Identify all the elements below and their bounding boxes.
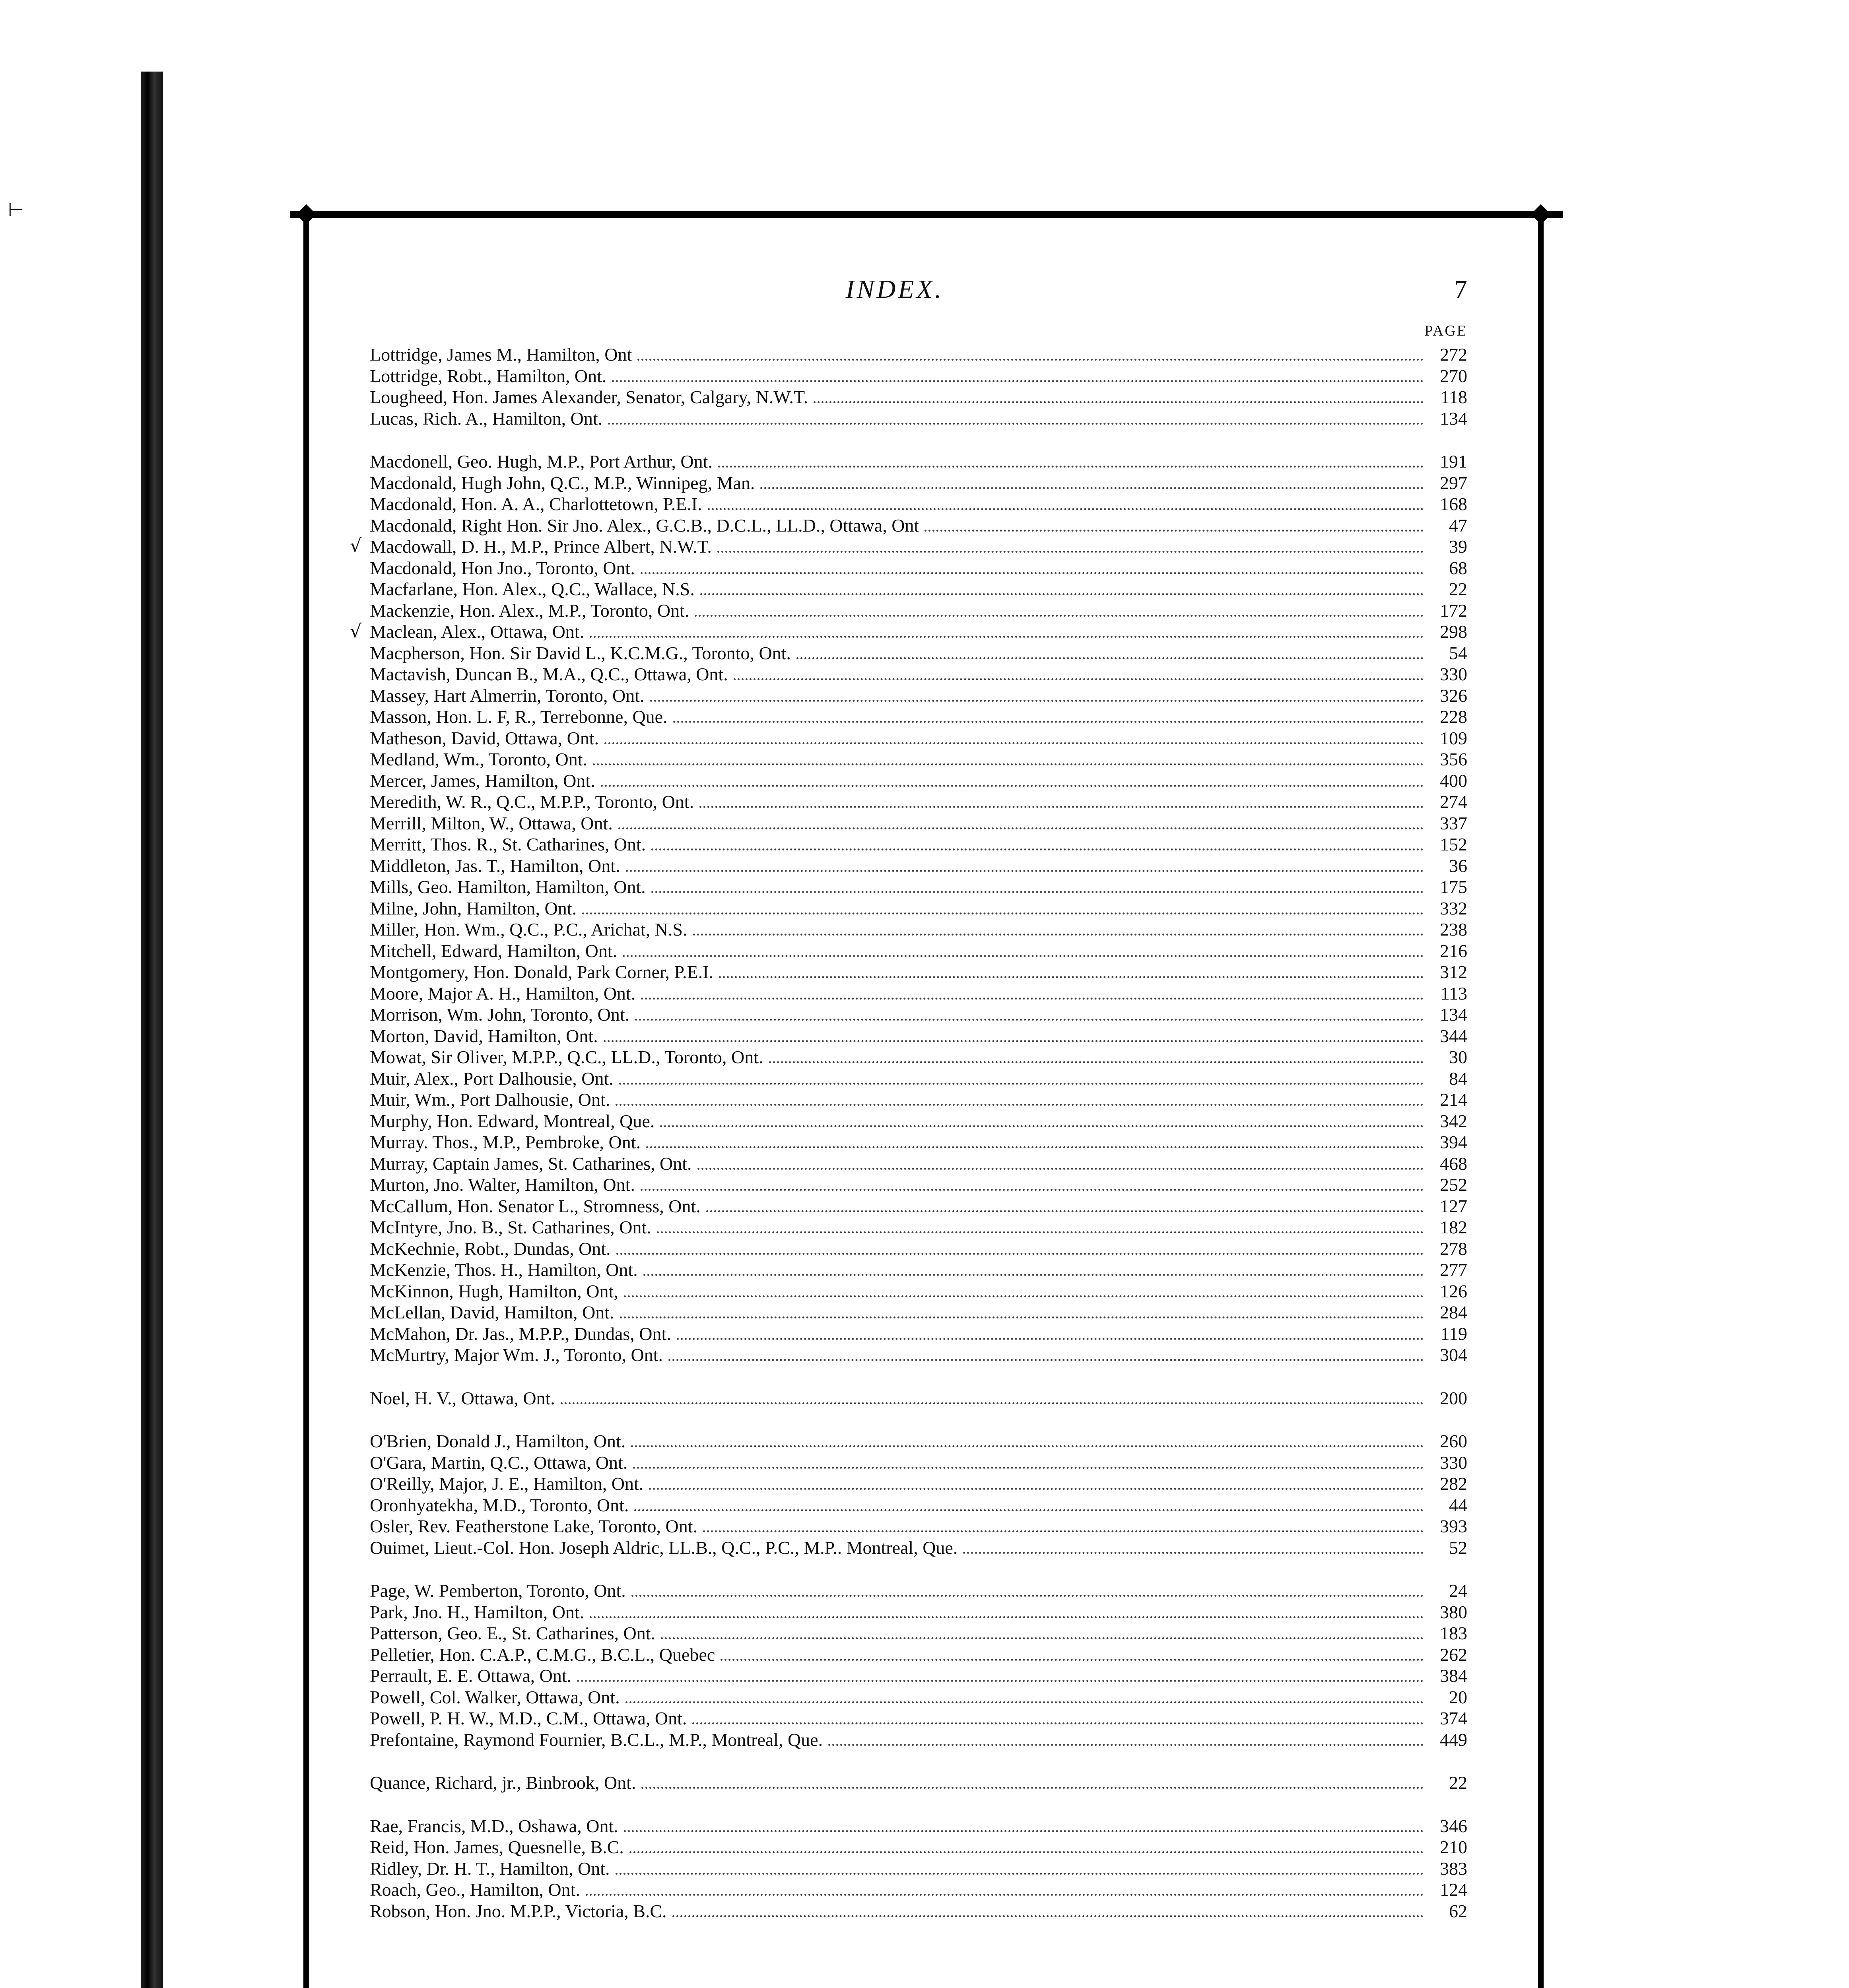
dot-leader <box>814 401 1424 403</box>
entry-page-number: 337 <box>1440 813 1467 833</box>
entry-name: Muir, Wm., Port Dalhousie, Ont. <box>370 1089 610 1110</box>
dot-leader <box>700 593 1424 595</box>
index-entry <box>370 1344 1467 1366</box>
entry-name: O'Reilly, Major, J. E., Hamilton, Ont. <box>370 1474 644 1494</box>
entry-name: Quance, Richard, jr., Binbrook, Ont. <box>370 1773 636 1793</box>
entry-page-number: 191 <box>1440 451 1467 472</box>
index-entry <box>370 940 1467 962</box>
dot-leader <box>641 1189 1424 1191</box>
dot-leader <box>699 806 1424 808</box>
entry-page-number: 298 <box>1440 621 1467 642</box>
entry-name: Powell, Col. Walker, Ottawa, Ont. <box>370 1687 620 1707</box>
index-entry <box>370 386 1467 408</box>
dot-leader <box>721 1659 1424 1661</box>
entry-name: O'Gara, Martin, Q.C., Ottawa, Ont. <box>370 1452 628 1473</box>
index-entry <box>370 1302 1467 1323</box>
entry-name: Milne, John, Hamilton, Ont. <box>370 898 577 918</box>
entry-page-number: 394 <box>1440 1132 1467 1152</box>
entry-page-number: 384 <box>1440 1666 1467 1686</box>
index-entry <box>370 536 1467 557</box>
margin-check-mark: √ <box>350 620 362 642</box>
dot-leader <box>620 1316 1424 1318</box>
dot-leader <box>760 487 1424 489</box>
entry-name: Medland, Wm., Toronto, Ont. <box>370 749 588 769</box>
entry-name: Lottridge, Robt., Hamilton, Ont. <box>370 365 607 386</box>
entry-page-number: 330 <box>1440 1452 1467 1473</box>
index-entry <box>370 685 1467 707</box>
dot-leader <box>629 1851 1424 1853</box>
index-letter-group <box>370 1388 1467 1409</box>
entry-page-number: 284 <box>1440 1302 1467 1322</box>
entry-page-number: 393 <box>1440 1516 1467 1536</box>
entry-name: Macdonell, Geo. Hugh, M.P., Port Arthur, Ont. <box>370 451 713 472</box>
entry-name: Page, W. Pemberton, Toronto, Ont. <box>370 1580 626 1601</box>
entry-name: Masson, Hon. L. F, R., Terrebonne, Que. <box>370 707 668 727</box>
index-entry <box>370 1388 1467 1409</box>
entry-page-number: 312 <box>1440 962 1467 982</box>
index-entry <box>370 1259 1467 1281</box>
entry-page-number: 374 <box>1440 1708 1467 1728</box>
dot-leader <box>673 721 1424 723</box>
dot-leader <box>634 1509 1424 1511</box>
entry-page-number: 238 <box>1440 919 1467 940</box>
entry-name: Prefontaine, Raymond Fournier, B.C.L., M.P., Montreal, Que. <box>370 1729 823 1750</box>
entry-name: Macfarlane, Hon. Alex., Q.C., Wallace, N.S. <box>370 579 695 599</box>
entry-page-number: 326 <box>1440 685 1467 706</box>
index-entry <box>370 1858 1467 1879</box>
margin-check-mark: √ <box>350 535 362 556</box>
entry-page-number: 278 <box>1440 1238 1467 1259</box>
margin-arrow-mark: ⊢ <box>8 199 24 220</box>
entry-page-number: 346 <box>1440 1815 1467 1836</box>
index-entry <box>370 365 1467 387</box>
entry-page-number: 210 <box>1440 1837 1467 1857</box>
entry-name: Murphy, Hon. Edward, Montreal, Que. <box>370 1110 655 1131</box>
right-border-rule <box>1538 211 1544 1988</box>
dot-leader <box>677 1338 1424 1340</box>
entry-page-number: 304 <box>1440 1345 1467 1365</box>
dot-leader <box>924 530 1424 532</box>
entry-name: Mackenzie, Hon. Alex., M.P., Toronto, Ont. <box>370 600 689 621</box>
dot-leader <box>601 785 1424 787</box>
index-entry <box>370 643 1467 664</box>
entry-page-number: 274 <box>1440 792 1467 812</box>
dot-leader <box>618 827 1424 829</box>
entry-page-number: 127 <box>1440 1196 1467 1216</box>
entry-name: Reid, Hon. James, Quesnelle, B.C. <box>370 1837 624 1857</box>
entry-page-number: 172 <box>1440 600 1467 621</box>
dot-leader <box>828 1744 1424 1746</box>
index-letter-group <box>370 1815 1467 1922</box>
entry-page-number: 272 <box>1440 344 1467 365</box>
dot-leader <box>706 1210 1424 1212</box>
index-entry <box>370 1323 1467 1345</box>
dot-leader <box>718 466 1424 468</box>
index-entry <box>370 1132 1467 1153</box>
index-entry <box>370 855 1467 877</box>
dot-leader <box>631 1595 1424 1597</box>
entry-page-number: 30 <box>1449 1047 1467 1067</box>
dot-leader <box>703 1530 1424 1532</box>
entry-name: Mercer, James, Hamilton, Ont. <box>370 770 595 791</box>
index-entry <box>370 1644 1467 1666</box>
dot-leader <box>616 1253 1424 1255</box>
index-entry <box>370 770 1467 792</box>
page-number: 7 <box>1454 275 1467 304</box>
index-entry <box>370 493 1467 515</box>
dot-leader <box>649 1488 1424 1490</box>
entry-name: Robson, Hon. Jno. M.P.P., Victoria, B.C. <box>370 1901 667 1921</box>
entry-page-number: 119 <box>1440 1323 1467 1344</box>
entry-page-number: 134 <box>1440 408 1467 429</box>
index-entry <box>370 1452 1467 1474</box>
entry-page-number: 22 <box>1449 1773 1467 1793</box>
dot-leader <box>695 615 1424 617</box>
entry-page-number: 252 <box>1440 1175 1467 1195</box>
entry-name: Morton, David, Hamilton, Ont. <box>370 1025 598 1046</box>
entry-page-number: 468 <box>1440 1153 1467 1174</box>
entry-name: Massey, Hart Almerrin, Toronto, Ont. <box>370 685 645 706</box>
entry-page-number: 175 <box>1440 877 1467 897</box>
entry-name: Perrault, E. E. Ottawa, Ont. <box>370 1666 572 1686</box>
index-page <box>370 274 1467 1943</box>
entry-page-number: 68 <box>1449 557 1467 578</box>
entry-page-number: 126 <box>1440 1281 1467 1301</box>
entry-page-number: 216 <box>1440 940 1467 961</box>
index-entry <box>370 1687 1467 1708</box>
entry-name: Lottridge, James M., Hamilton, Ont <box>370 344 632 365</box>
index-entry <box>370 1025 1467 1047</box>
entry-page-number: 282 <box>1440 1474 1467 1494</box>
entry-name: Pelletier, Hon. C.A.P., C.M.G., B.C.L., Quebec <box>370 1644 715 1665</box>
index-entry <box>370 1068 1467 1089</box>
dot-leader <box>660 1125 1424 1127</box>
index-letter-group <box>370 344 1467 429</box>
dot-leader <box>604 1040 1424 1042</box>
entry-name: Lougheed, Hon. James Alexander, Senator, Calgary, N.W.T. <box>370 387 808 407</box>
dot-leader <box>719 976 1424 978</box>
dot-leader <box>641 572 1424 574</box>
index-entry <box>370 1281 1467 1302</box>
top-border-rule <box>290 211 1563 218</box>
entry-name: Miller, Hon. Wm., Q.C., P.C., Arichat, N.S. <box>370 919 688 940</box>
entry-page-number: 54 <box>1449 643 1467 663</box>
index-entry <box>370 728 1467 749</box>
entry-name: Murton, Jno. Walter, Hamilton, Ont. <box>370 1175 635 1195</box>
index-entry <box>370 1217 1467 1238</box>
entry-page-number: 214 <box>1440 1089 1467 1110</box>
index-entry <box>370 472 1467 494</box>
entry-page-number: 262 <box>1440 1644 1467 1665</box>
entry-name: McIntyre, Jno. B., St. Catharines, Ont. <box>370 1217 651 1237</box>
entry-name: McCallum, Hon. Senator L., Stromness, Ont. <box>370 1196 701 1216</box>
dot-leader <box>650 700 1424 702</box>
entry-name: Oronhyatekha, M.D., Toronto, Ont. <box>370 1495 629 1515</box>
entry-name: Muir, Alex., Port Dalhousie, Ont. <box>370 1068 614 1089</box>
index-entry <box>370 1879 1467 1901</box>
index-entry <box>370 557 1467 579</box>
entry-name: Maclean, Alex., Ottawa, Ont. <box>370 621 585 642</box>
index-entry <box>370 813 1467 834</box>
index-entry <box>370 1623 1467 1644</box>
dot-leader <box>697 1168 1424 1170</box>
index-entry <box>370 1046 1467 1068</box>
entry-name: Park, Jno. H., Hamilton, Ont. <box>370 1602 585 1622</box>
index-entry <box>370 1580 1467 1602</box>
index-entry <box>370 515 1467 536</box>
index-entry <box>370 1473 1467 1495</box>
index-list <box>370 344 1467 1922</box>
entry-name: Mactavish, Duncan B., M.A., Q.C., Ottawa, Ont. <box>370 664 728 684</box>
entry-name: Macdowall, D. H., M.P., Prince Albert, N.W.T. <box>370 536 712 557</box>
dot-leader <box>651 848 1424 850</box>
dot-leader <box>672 1915 1424 1917</box>
entry-page-number: 109 <box>1440 728 1467 748</box>
entry-page-number: 344 <box>1440 1025 1467 1046</box>
entry-name: Rae, Francis, M.D., Oshawa, Ont. <box>370 1815 618 1836</box>
index-entry <box>370 1238 1467 1260</box>
index-entry <box>370 1089 1467 1110</box>
dot-leader <box>646 1146 1424 1148</box>
entry-name: Merrill, Milton, W., Ottawa, Ont. <box>370 813 613 833</box>
left-border-rule <box>303 211 309 1988</box>
entry-page-number: 62 <box>1449 1901 1467 1921</box>
dot-leader <box>631 1445 1424 1447</box>
index-entry <box>370 1837 1467 1858</box>
entry-page-number: 47 <box>1449 515 1467 536</box>
entry-name: McKechnie, Robt., Dundas, Ont. <box>370 1238 611 1259</box>
entry-page-number: 124 <box>1440 1879 1467 1900</box>
dot-leader <box>604 742 1424 744</box>
entry-name: Macdonald, Right Hon. Sir Jno. Alex., G.C.B., D.C.L., LL.D., Ottawa, Ont <box>370 515 919 536</box>
index-entry <box>370 408 1467 429</box>
dot-leader <box>693 934 1424 936</box>
index-entry <box>370 621 1467 643</box>
entry-page-number: 168 <box>1440 494 1467 514</box>
entry-name: McKenzie, Thos. H., Hamilton, Ont. <box>370 1260 638 1280</box>
entry-name: McMurtry, Major Wm. J., Toronto, Ont. <box>370 1345 663 1365</box>
entry-name: Ridley, Dr. H. T., Hamilton, Ont. <box>370 1858 610 1879</box>
dot-leader <box>643 1274 1424 1276</box>
index-entry <box>370 1602 1467 1623</box>
entry-page-number: 182 <box>1440 1217 1467 1237</box>
entry-name: Matheson, David, Ottawa, Ont. <box>370 728 599 748</box>
dot-leader <box>590 636 1424 638</box>
entry-page-number: 24 <box>1449 1580 1467 1601</box>
dot-leader <box>626 870 1424 872</box>
column-header: PAGE <box>1424 322 1467 339</box>
index-entry <box>370 791 1467 813</box>
index-entry <box>370 1901 1467 1922</box>
index-letter-group <box>370 1772 1467 1794</box>
entry-page-number: 22 <box>1449 579 1467 599</box>
index-letter-group <box>370 1431 1467 1558</box>
index-entry <box>370 919 1467 940</box>
dot-leader <box>619 1083 1424 1085</box>
dot-leader <box>769 1061 1424 1063</box>
dot-leader <box>668 1359 1424 1361</box>
index-entry <box>370 898 1467 919</box>
entry-page-number: 152 <box>1440 834 1467 854</box>
entry-name: Merritt, Thos. R., St. Catharines, Ont. <box>370 834 646 854</box>
dot-leader <box>625 1701 1424 1703</box>
dot-leader <box>593 763 1424 765</box>
entry-page-number: 113 <box>1440 983 1467 1004</box>
entry-name: Noel, H. V., Ottawa, Ont. <box>370 1388 555 1408</box>
entry-name: McMahon, Dr. Jas., M.P.P., Dundas, Ont. <box>370 1323 671 1344</box>
index-letter-group <box>370 1580 1467 1750</box>
entry-page-number: 342 <box>1440 1110 1467 1131</box>
dot-leader <box>633 1467 1424 1469</box>
index-entry <box>370 1495 1467 1516</box>
dot-leader <box>590 1616 1424 1618</box>
entry-page-number: 270 <box>1440 365 1467 386</box>
index-entry <box>370 1537 1467 1559</box>
index-entry <box>370 451 1467 472</box>
dot-leader <box>641 998 1424 1000</box>
entry-page-number: 380 <box>1440 1602 1467 1622</box>
entry-name: O'Brien, Donald J., Hamilton, Ont. <box>370 1431 626 1451</box>
dot-leader <box>586 1894 1424 1896</box>
dot-leader <box>561 1402 1424 1404</box>
entry-page-number: 200 <box>1440 1388 1467 1408</box>
entry-name: Moore, Major A. H., Hamilton, Ont. <box>370 983 636 1004</box>
dot-leader <box>661 1637 1424 1639</box>
index-entry <box>370 1815 1467 1837</box>
entry-name: Powell, P. H. W., M.D., C.M., Ottawa, Ont. <box>370 1708 687 1728</box>
dot-leader <box>641 1787 1424 1789</box>
entry-name: Roach, Geo., Hamilton, Ont. <box>370 1879 580 1900</box>
entry-name: Mitchell, Edward, Hamilton, Ont. <box>370 940 618 961</box>
index-entry <box>370 876 1467 898</box>
dot-leader <box>608 423 1424 425</box>
entry-page-number: 36 <box>1449 855 1467 876</box>
index-entry <box>370 344 1467 365</box>
entry-page-number: 84 <box>1449 1068 1467 1089</box>
entry-name: Mills, Geo. Hamilton, Hamilton, Ont. <box>370 877 646 897</box>
entry-name: Macdonald, Hon Jno., Toronto, Ont. <box>370 557 635 578</box>
index-entry <box>370 961 1467 983</box>
index-entry <box>370 834 1467 855</box>
entry-name: McLellan, David, Hamilton, Ont. <box>370 1302 614 1322</box>
entry-page-number: 330 <box>1440 664 1467 684</box>
entry-page-number: 39 <box>1449 536 1467 557</box>
entry-page-number: 383 <box>1440 1858 1467 1879</box>
entry-name: Meredith, W. R., Q.C., M.P.P., Toronto, Ont. <box>370 792 694 812</box>
entry-name: Murray. Thos., M.P., Pembroke, Ont. <box>370 1132 641 1152</box>
dot-leader <box>692 1722 1424 1724</box>
entry-page-number: 134 <box>1440 1004 1467 1025</box>
page-header <box>370 274 1467 322</box>
dot-leader <box>635 1019 1424 1021</box>
entry-page-number: 228 <box>1440 707 1467 727</box>
dot-leader <box>637 359 1424 361</box>
entry-page-number: 297 <box>1440 472 1467 493</box>
entry-page-number: 449 <box>1440 1729 1467 1750</box>
dot-leader <box>623 955 1424 957</box>
index-entry <box>370 1431 1467 1452</box>
entry-name: Macdonald, Hugh John, Q.C., M.P., Winnipeg, Man. <box>370 472 755 493</box>
entry-page-number: 118 <box>1440 387 1467 407</box>
dot-leader <box>616 1104 1424 1106</box>
dot-leader <box>963 1552 1424 1554</box>
corner-ornament-icon <box>1531 204 1551 225</box>
book-binding-edge <box>141 72 163 1988</box>
entry-name: Montgomery, Hon. Donald, Park Corner, P.E.I. <box>370 962 713 982</box>
index-entry <box>370 579 1467 600</box>
entry-name: Mowat, Sir Oliver, M.P.P., Q.C., LL.D., Toronto, Ont. <box>370 1047 763 1067</box>
index-entry <box>370 749 1467 770</box>
entry-page-number: 356 <box>1440 749 1467 769</box>
index-entry <box>370 983 1467 1004</box>
dot-leader <box>708 508 1424 510</box>
index-entry <box>370 1665 1467 1687</box>
index-entry <box>370 706 1467 728</box>
index-entry <box>370 1708 1467 1729</box>
entry-page-number: 52 <box>1449 1537 1467 1558</box>
entry-page-number: 332 <box>1440 898 1467 918</box>
dot-leader <box>624 1830 1424 1832</box>
index-letter-group <box>370 451 1467 1366</box>
entry-name: Morrison, Wm. John, Toronto, Ont. <box>370 1004 630 1025</box>
index-entry <box>370 664 1467 685</box>
page-title: INDEX. <box>845 275 944 304</box>
entry-name: McKinnon, Hugh, Hamilton, Ont, <box>370 1281 618 1301</box>
index-entry <box>370 600 1467 621</box>
index-entry <box>370 1196 1467 1217</box>
dot-leader <box>616 1873 1424 1875</box>
entry-name: Middleton, Jas. T., Hamilton, Ont. <box>370 855 620 876</box>
dot-leader <box>651 891 1424 893</box>
dot-leader <box>734 678 1424 680</box>
entry-name: Lucas, Rich. A., Hamilton, Ont. <box>370 408 603 429</box>
index-entry <box>370 1729 1467 1751</box>
entry-page-number: 183 <box>1440 1623 1467 1643</box>
dot-leader <box>624 1295 1424 1297</box>
entry-page-number: 277 <box>1440 1260 1467 1280</box>
dot-leader <box>577 1680 1424 1682</box>
entry-page-number: 44 <box>1449 1495 1467 1515</box>
index-entry <box>370 1110 1467 1132</box>
entry-page-number: 20 <box>1449 1687 1467 1707</box>
entry-name: Macdonald, Hon. A. A., Charlottetown, P.E.I. <box>370 494 702 514</box>
dot-leader <box>796 657 1424 659</box>
dot-leader <box>582 912 1424 914</box>
entry-name: Murray, Captain James, St. Catharines, Ont. <box>370 1153 692 1174</box>
dot-leader <box>612 380 1424 382</box>
index-entry <box>370 1153 1467 1175</box>
entry-name: Ouimet, Lieut.-Col. Hon. Joseph Aldric, LL.B., Q.C., P.C., M.P.. Montreal, Que. <box>370 1537 958 1558</box>
entry-name: Osler, Rev. Featherstone Lake, Toronto, Ont. <box>370 1516 698 1536</box>
index-entry <box>370 1772 1467 1794</box>
corner-ornament-icon <box>296 204 317 225</box>
entry-name: Macpherson, Hon. Sir David L., K.C.M.G., Toronto, Ont. <box>370 643 791 663</box>
dot-leader <box>717 551 1424 553</box>
entry-page-number: 260 <box>1440 1431 1467 1451</box>
entry-name: Patterson, Geo. E., St. Catharines, Ont. <box>370 1623 656 1643</box>
entry-page-number: 400 <box>1440 770 1467 791</box>
index-entry <box>370 1516 1467 1537</box>
dot-leader <box>657 1231 1424 1233</box>
index-entry <box>370 1174 1467 1196</box>
index-entry <box>370 1004 1467 1025</box>
